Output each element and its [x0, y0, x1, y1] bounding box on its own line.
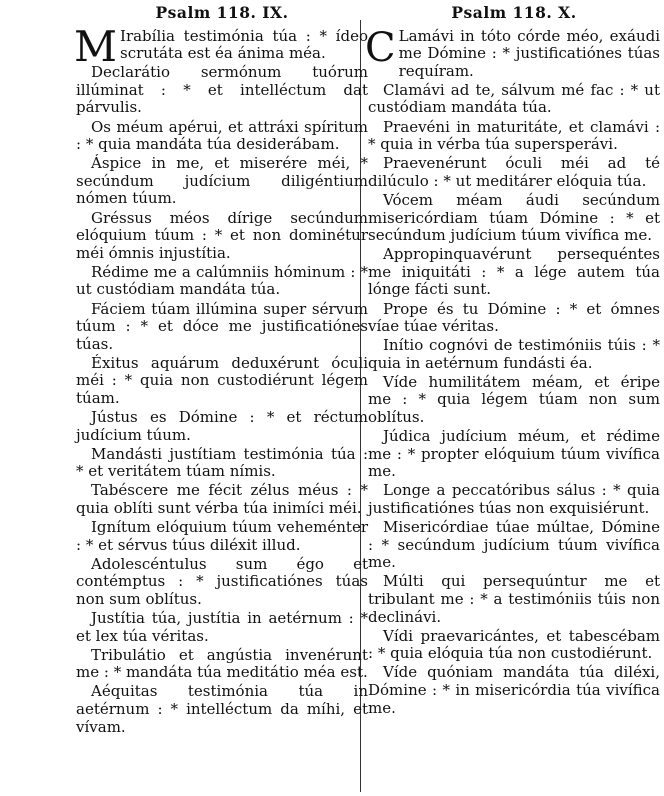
right-verse-text: Víde quóniam mandáta túa diléxi, Dómine : * in misericórdia túa vivífica me.: [368, 663, 660, 717]
right-verse-text: Longe a peccatóribus sálus : * quia justificatiónes túas non exquisiérunt.: [368, 481, 660, 518]
left-verse-text: Os méum apérui, et attráxi spíritum : * quia mandáta túa desiderábam.: [76, 117, 368, 154]
right-verse-text: Praevenérunt óculi méi ad té dilúculo : * ut meditárer elóquia túa.: [368, 154, 660, 190]
right-verse: [368, 482, 660, 517]
right-verse-text: Clamávi ad te, sálvum mé fac : * ut custódiam mandáta túa.: [368, 80, 660, 117]
right-verse: [368, 155, 660, 190]
right-verse: [368, 301, 660, 336]
right-verse: [368, 374, 660, 427]
left-verse-text: Irabília testimónia túa : * ídeo scrutáta est éa ánima méa.: [120, 26, 368, 63]
right-initial: C: [365, 24, 396, 71]
left-verse: [76, 301, 368, 354]
left-verse: [76, 119, 368, 154]
right-verse-text: Víde humilitátem méam, et éripe me : * quia légem túam non sum oblítus.: [368, 372, 660, 427]
left-verse-text: Tabéscere me fécit zélus méus : * quia oblíti sunt vérba túa inimíci méi.: [76, 481, 368, 518]
left-verse: [76, 155, 368, 208]
left-verse-text: Rédime me a calúmniis hóminum : * ut custódiam mandáta túa.: [76, 262, 368, 299]
right-verse: [368, 82, 660, 117]
left-verse-text: Ignítum elóquium túum veheménter : * et sérvus túus diléxit illud.: [76, 518, 368, 554]
left-verse: [76, 446, 368, 481]
right-verse: [368, 664, 660, 717]
left-verse: [76, 610, 368, 645]
left-verse: [76, 210, 368, 263]
left-verse: [76, 683, 368, 736]
right-verse-text: Inítio cognóvi de testimóniis túis : * quia in aetérnum fundásti éa.: [368, 336, 660, 372]
right-verse-text: Appropinquavérunt persequéntes me iniquitáti : * a lége autem túa lónge fácti sunt.: [368, 245, 660, 299]
left-verse-text: Éxitus aquárum deduxérunt óculi méi : * quia non custodiérunt légem túam.: [76, 353, 368, 407]
left-verse-text: Aéquitas testimónia túa in aetérnum : * intelléctum da míhi, et vívam.: [76, 682, 368, 736]
left-verse: [76, 355, 368, 408]
right-heading: Psalm 118. X.: [451, 3, 577, 22]
right-verse-text: Praevéni in maturitáte, et clamávi : * quia in vérba túa supersperávi.: [368, 117, 660, 154]
left-verse: [76, 264, 368, 299]
left-heading: Psalm 118. IX.: [155, 3, 289, 22]
right-verse-text: Lamávi in tóto córde méo, exáudi me Dómine : * justificatiónes túas requíram.: [398, 26, 660, 80]
left-verse: [76, 519, 368, 554]
right-verse-text: Vócem méam áudi secúndum misericórdiam túam Dómine : * et secúndum judícium túum vivífica me.: [368, 190, 660, 245]
right-verse-text: Vídi praevaricántes, et tabescébam : * quia elóquia túa non custodiérunt.: [368, 626, 660, 663]
right-verse-text: Prope és tu Dómine : * et ómnes víae túae véritas.: [368, 299, 660, 336]
left-verse-text: Tribulátio et angústia invenérunt me : * mandáta túa meditátio méa est.: [76, 645, 368, 682]
right-verse: [368, 519, 660, 572]
right-verse-text: Júdica judícium méum, et rédime me : * propter elóquium túum vivífica me.: [368, 427, 660, 481]
left-verse: [76, 482, 368, 517]
left-verse-text: Adolescéntulus sum égo et contémptus : * justificatiónes túas non sum oblítus.: [76, 554, 368, 608]
left-verse: [76, 409, 368, 444]
right-verse: [368, 573, 660, 626]
right-verse: [368, 119, 660, 154]
left-column: [76, 4, 368, 738]
right-verse: [368, 246, 660, 299]
right-verse: [368, 192, 660, 245]
right-verse: [368, 628, 660, 663]
left-verse: [76, 556, 368, 609]
left-verse: [76, 64, 368, 117]
right-verses: [365, 24, 660, 718]
left-verse: [76, 647, 368, 682]
left-verse: [74, 21, 368, 71]
right-verse-text: Misericórdiae túae múltae, Dómine : * secúndum judícium túum vivífica me.: [368, 518, 660, 572]
left-verse-text: Áspice in me, et miserére méi, * secúndum judícium diligéntium nómen túum.: [76, 154, 368, 208]
left-verse-text: Jústus es Dómine : * et réctum judícium túum.: [76, 408, 368, 444]
left-verse-text: Mandásti justítiam testimónia túa : * et veritátem túam nímis.: [76, 444, 368, 481]
right-verse: [368, 337, 660, 372]
left-verses: [74, 21, 368, 737]
left-initial: M: [74, 21, 118, 71]
left-verse-text: Gréssus méos dírige secúndum elóquium túum : * et non dominétur méi ómnis injustítia.: [76, 208, 368, 262]
left-verse-text: Fáciem túam illúmina super sérvum túum : * et dóce me justificatiónes túas.: [76, 299, 368, 353]
left-verse-text: Declarátio sermónum tuórum illúminat : * et intelléctum dat párvulis.: [76, 63, 368, 117]
right-verse: [365, 24, 660, 81]
right-verse-text: Múlti qui persequúntur me et tribulant me : * a testimóniis túis non declinávi.: [368, 572, 660, 626]
left-verse-text: Justítia túa, justítia in aetérnum : * et lex túa véritas.: [76, 609, 368, 645]
right-column: [365, 3, 660, 719]
right-verse: [368, 428, 660, 481]
